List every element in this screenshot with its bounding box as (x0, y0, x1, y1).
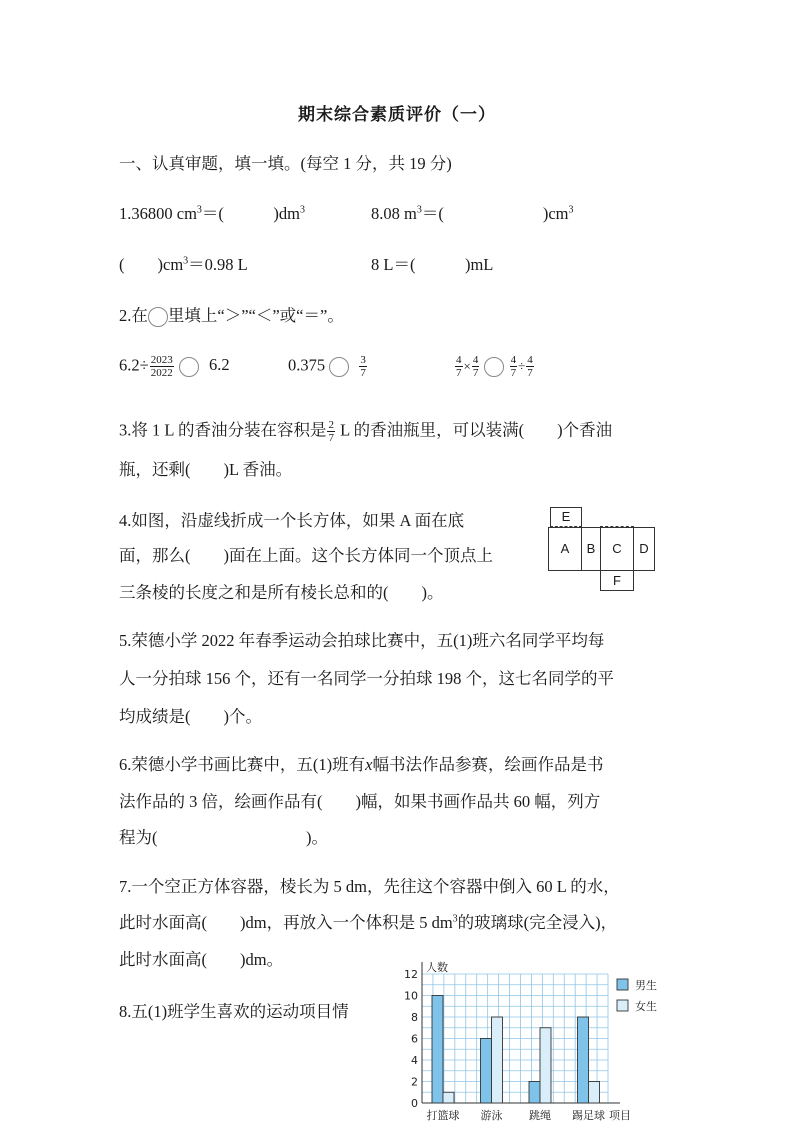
y-tick-label: 8 (411, 1011, 418, 1024)
q6-line-2: 法作品的 3 倍，绘画作品有( )幅，如果书画作品共 60 幅，列方 (119, 792, 601, 811)
answer-circle[interactable] (179, 357, 199, 377)
q2-expr-3: $\frac{4}{7}$ × $\frac{4}{7}$ $\frac{4}{7}$ ÷ $\frac{4}{7}$ (456, 354, 533, 379)
legend-swatch (617, 1000, 628, 1011)
q4-line-3: 三条棱的长度之和是所有棱长总和的( )。 (119, 583, 444, 602)
answer-circle[interactable] (329, 357, 349, 377)
y-tick-label: 0 (411, 1097, 418, 1110)
bar-boys (432, 996, 443, 1104)
q3-line-1: 3.将 1 L 的香油分装在容积是 $\frac{2}{7}$ L 的香油瓶里，可以装满( )个香油 (119, 419, 613, 444)
face-e: E (550, 507, 582, 527)
q2-expr-2: 0.375 $\frac{3}{7}$ (288, 354, 366, 379)
x-tick-label: 踢足球 (572, 1109, 605, 1122)
chart-svg (395, 955, 685, 1123)
y-tick-label: 2 (411, 1075, 418, 1089)
legend-label: 女生 (635, 1000, 657, 1013)
y-tick-label: 6 (411, 1032, 418, 1046)
q1-b: 8.08 $m^3=$( )$cm^3$ (371, 204, 574, 223)
q4-line-2: 面，那么( )面在上面。这个长方体同一个顶点上 (119, 546, 493, 565)
bar-chart (395, 955, 685, 1123)
x-tick-label: 打篮球 (426, 1109, 460, 1122)
bar-girls (443, 1092, 454, 1103)
q5-line-2: 人一分拍球 156 个，还有一名同学一分拍球 198 个，这七名同学的平 (119, 669, 614, 688)
q2-expr-1: 6.2÷ $\frac{2023}{2022}$ 6.2 (119, 354, 230, 379)
face-d: D (633, 527, 655, 571)
page-title: 期末综合素质评价（一） (298, 105, 496, 124)
q2-instruction: 2.在 里填上“＞”“＜”或“＝”。 (119, 305, 344, 327)
bar-boys (481, 1039, 492, 1104)
x-tick-label: 跳绳 (529, 1109, 551, 1122)
q1-d: 8 L＝( )mL (371, 255, 494, 274)
q3-line-2: 瓶，还剩( )L 香油。 (119, 460, 293, 479)
y-tick-label: 10 (404, 989, 418, 1003)
bar-girls (492, 1017, 503, 1103)
bar-boys (529, 1082, 540, 1104)
x-axis-label: 项目 (609, 1109, 631, 1122)
face-f: F (600, 570, 634, 591)
q5-line-1: 5.荣德小学 2022 年春季运动会拍球比赛中，五(1)班六名同学平均每 (119, 631, 605, 650)
legend-label: 男生 (635, 979, 657, 992)
fraction: $\frac{2}{7}$ (328, 419, 334, 444)
fraction: $\frac{4}{7}$ (472, 354, 479, 379)
q1-a: 1.36800 $cm^3=$( )$dm^3$ (119, 204, 305, 223)
q7-line-3: 此时水面高( )dm。 (119, 950, 284, 969)
section-heading: 一、认真审题，填一填。(每空 1 分，共 19 分) (119, 154, 452, 173)
y-tick-label: 4 (411, 1054, 418, 1067)
y-axis-label: 人数 (426, 961, 448, 974)
cuboid-net-figure (546, 507, 656, 593)
fold-line (600, 507, 634, 527)
q7-line-2: 此时水面高( )dm，再放入一个体积是 5 $dm^3$的玻璃球(完全浸入)， (119, 913, 618, 932)
q1-c: ( )$cm^3=0.98$ L (119, 255, 248, 274)
q5-line-3: 均成绩是( )个。 (119, 707, 262, 726)
fraction: $\frac{4}{7}$ (527, 354, 533, 379)
legend-swatch (617, 979, 628, 990)
x-tick-label: 游泳 (480, 1109, 503, 1122)
y-tick-label: 12 (404, 968, 418, 981)
q4-line-1: 4.如图，沿虚线折成一个长方体，如果 A 面在底 (119, 511, 465, 530)
answer-circle[interactable] (484, 357, 504, 377)
compare-circle-icon (148, 307, 168, 327)
fraction: $\frac{4}{7}$ (510, 354, 517, 379)
q7-line-1: 7.一个空正方体容器，棱长为 5 dm，先往这个容器中倒入 60 L 的水， (119, 877, 620, 896)
bar-girls (540, 1028, 551, 1103)
bar-boys (578, 1017, 589, 1103)
q8-line-1: 8.五(1)班学生喜欢的运动项目情 (119, 1002, 349, 1021)
fraction: $\frac{4}{7}$ (456, 354, 462, 379)
bar-girls (589, 1082, 600, 1104)
q6-line-3: 程为( )。 (119, 828, 328, 847)
fraction: $\frac{2023}{2022}$ (150, 354, 173, 379)
q6-line-1: 6.荣德小学书画比赛中，五(1)班有x幅书法作品参赛，绘画作品是书 (119, 755, 604, 774)
fraction: $\frac{3}{7}$ (360, 354, 366, 379)
face-c: C (600, 527, 634, 571)
face-a: A (548, 527, 582, 571)
face-b: B (581, 527, 601, 571)
